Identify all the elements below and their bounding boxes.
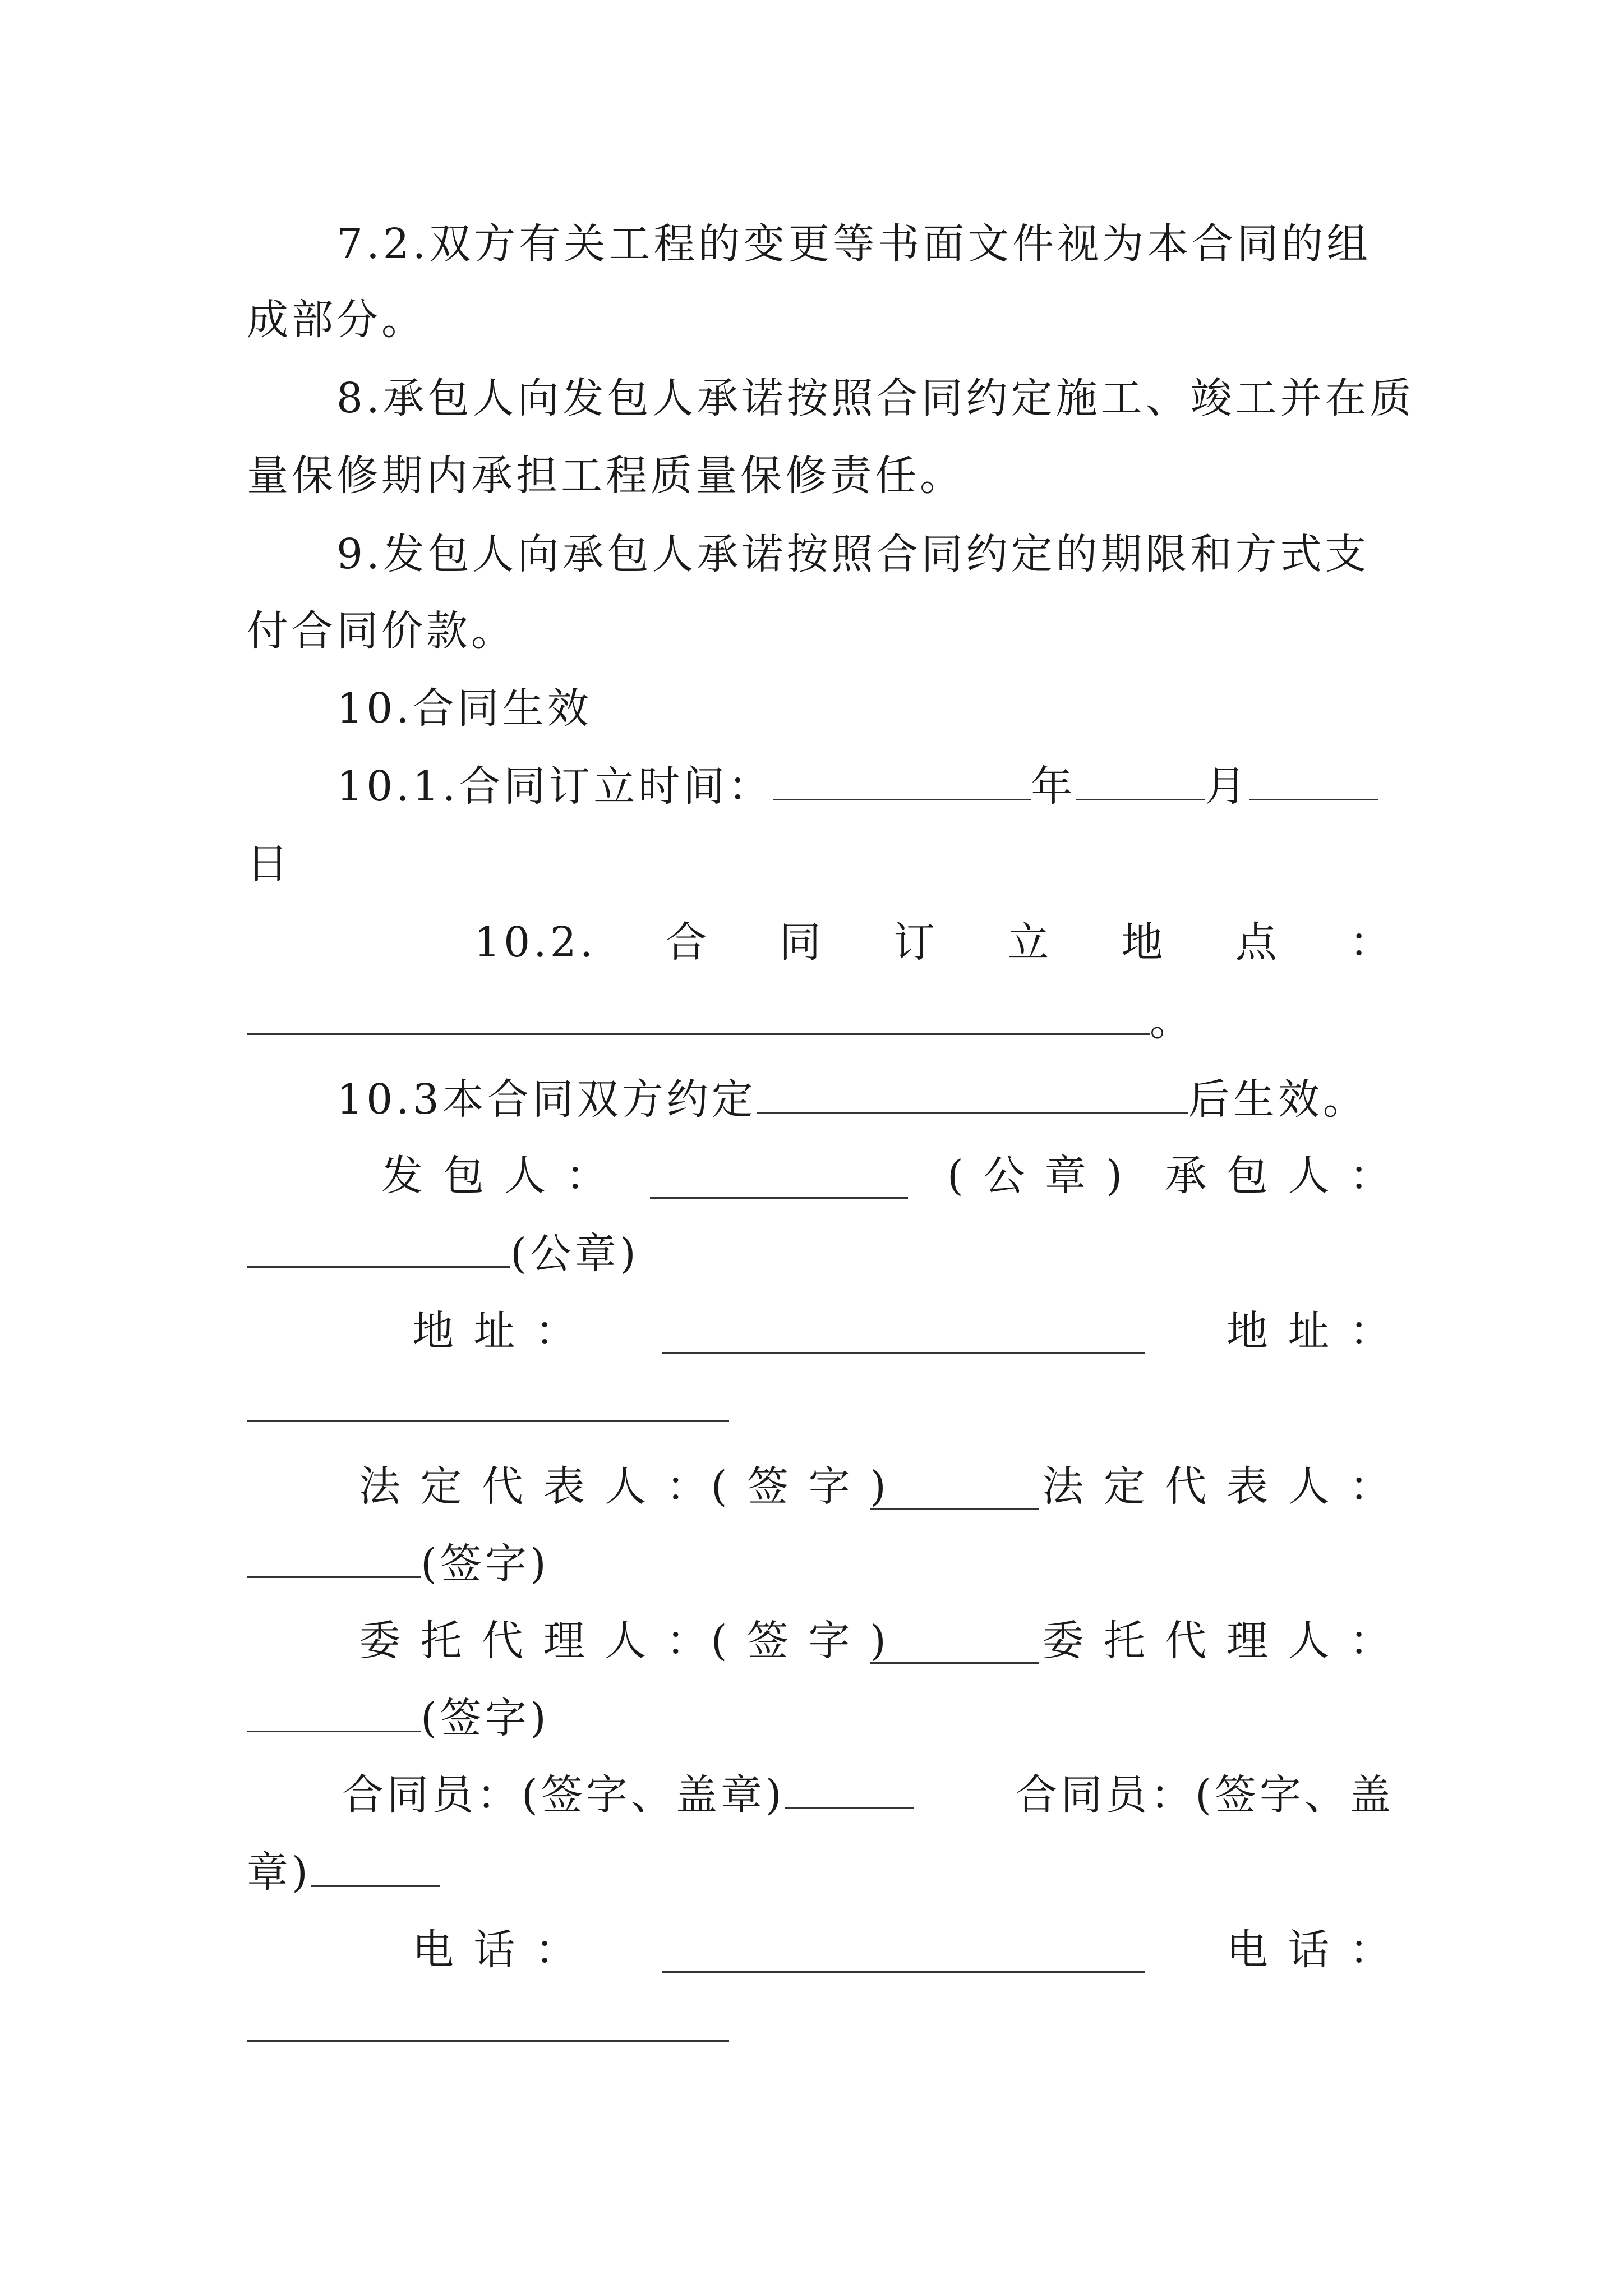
address-row [412,1292,1394,1370]
month-label: 月 [1205,762,1250,811]
paragraph-10-3 [336,1060,1394,1139]
paragraph-9-line-2: 付合同价款。 [247,607,516,655]
place-char-6: 点 [1235,918,1280,967]
contractor-clerk-blank[interactable] [311,1841,440,1887]
paragraph-8-line-1: 8.承包人向发包人承诺按照合同约定施工、竣工并在质 [336,374,1415,422]
clerk-row-cont [247,1833,1394,1912]
paragraph-10-2-line-1 [474,903,1394,982]
issuer-clerk-blank[interactable] [785,1764,914,1809]
contractor-agent-label: 委 托 代 理 人 ： [1042,1617,1394,1665]
paragraph-7-2-line-2: 成部分。 [247,296,426,344]
issuer-agent-blank[interactable] [870,1618,1039,1664]
issuer-agent-label: 委 托 代 理 人 ：( 签 字 ) [359,1617,889,1665]
month-blank[interactable] [1076,755,1205,800]
clerk-row [342,1756,1394,1834]
paragraph-10-heading: 10.合同生效 [336,684,592,733]
day-blank[interactable] [1249,755,1378,800]
place-char-2: 同 [779,918,824,967]
contractor-seal-label: (公章) [510,1230,639,1278]
place-char-1: 合 [665,918,711,967]
issuer-clerk-label: 合同员：(签字、盖章) [342,1771,785,1819]
contractor-legal-rep-sign: (签字) [421,1540,550,1588]
paragraph-10-2-line-2 [247,982,1394,1060]
contractor-label: 承 包 人 ： [1165,1152,1394,1200]
effective-condition-label: 10.3本合同双方约定 [336,1075,757,1124]
paragraph-7-2-line-1: 7.2.双方有关工程的变更等书面文件视为本合同的组 [336,220,1372,268]
signing-time-label: 10.1.合同订立时间： [336,762,773,811]
place-char-5: 地 [1121,918,1166,967]
effective-condition-tail: 后生效。 [1188,1075,1368,1124]
legal-rep-row-cont [247,1525,1394,1603]
contractor-blank[interactable] [247,1222,510,1268]
contractor-phone-label: 电 话 ： [1226,1926,1394,1974]
issuer-label: 发 包 人 ： [381,1152,611,1200]
contractor-address-blank[interactable] [247,1377,729,1422]
issuer-legal-rep-label: 法 定 代 表 人 ：( 签 字 ) [359,1462,889,1511]
issuer-phone-blank[interactable] [662,1927,1145,1973]
paragraph-10-1-line-2: 日 [247,840,292,888]
period: 。 [1150,997,1195,1045]
issuer-address-blank[interactable] [662,1309,1145,1354]
place-char-4: 立 [1007,918,1053,967]
place-char-3: 订 [893,918,938,967]
address-row-cont [247,1369,1394,1447]
phone-row [412,1911,1394,1989]
year-blank[interactable] [773,755,1031,800]
issuer-address-label: 地 址 ： [412,1307,580,1355]
issuer-seal-label: ( 公 章 ) [947,1152,1126,1200]
contractor-agent-blank[interactable] [247,1687,421,1732]
issuer-legal-rep-blank[interactable] [870,1464,1039,1510]
contractor-clerk-tail: 章) [247,1848,311,1897]
contractor-address-label: 地 址 ： [1226,1307,1394,1355]
place-char-7: ： [1349,918,1394,967]
contractor-phone-blank[interactable] [247,1996,729,2042]
phone-row-cont [247,1989,1394,2067]
party-row [381,1137,1394,1215]
party-row-cont [247,1214,1394,1293]
agent-row-cont [247,1679,1394,1757]
effective-condition-blank[interactable] [757,1068,1188,1114]
year-label: 年 [1031,762,1076,811]
agent-row [359,1602,1394,1680]
paragraph-8-line-2: 量保修期内承担工程质量保修责任。 [247,452,965,500]
issuer-blank[interactable] [650,1153,908,1199]
place-number: 10.2. [474,918,597,967]
contractor-legal-rep-blank[interactable] [247,1533,421,1578]
contractor-legal-rep-label: 法 定 代 表 人 ： [1042,1462,1394,1511]
paragraph-10-1-line-1 [336,747,1394,826]
paragraph-9-line-1: 9.发包人向承包人承诺按照合同约定的期限和方式支 [336,530,1370,578]
contractor-agent-sign: (签字) [421,1694,550,1742]
legal-rep-row [359,1447,1394,1526]
issuer-phone-label: 电 话 ： [412,1926,580,1974]
signing-place-blank[interactable] [247,990,1150,1035]
contractor-clerk-label: 合同员：(签字、盖 [1016,1771,1394,1819]
